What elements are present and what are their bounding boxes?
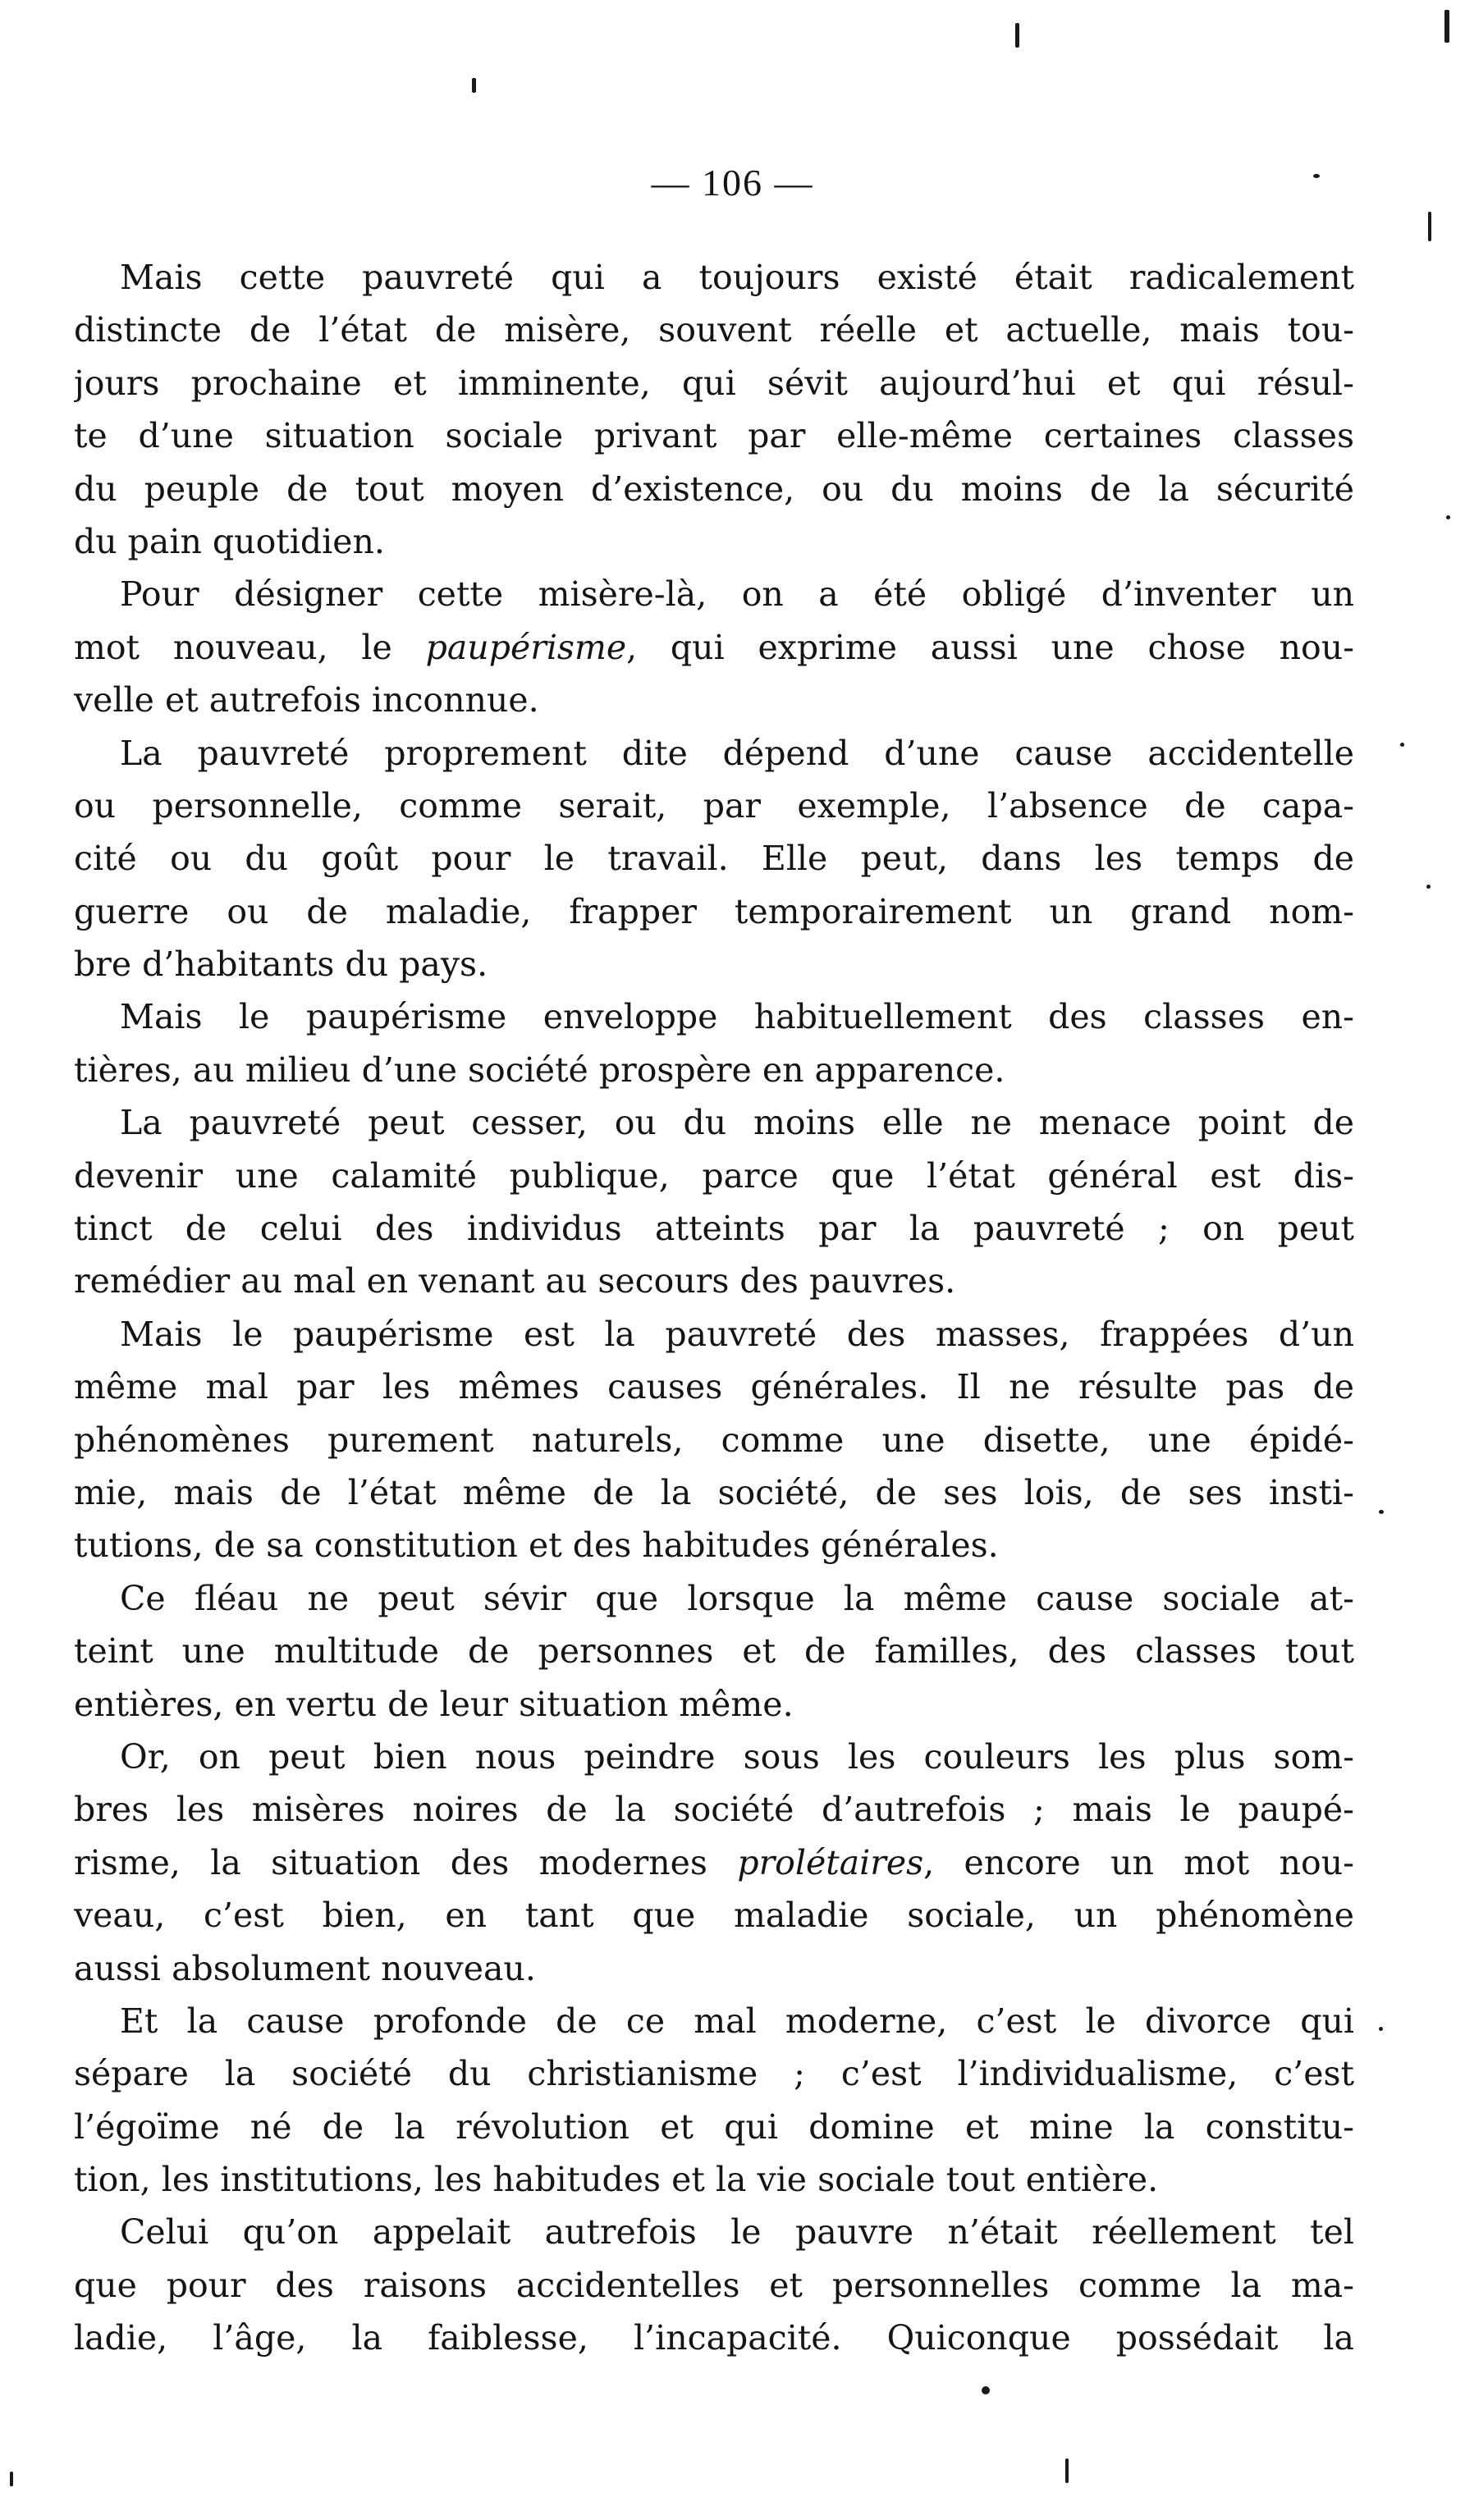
text-line: Mais cette pauvreté qui a toujours existé était radicalement (120, 258, 1354, 297)
paragraph (74, 2206, 1354, 2364)
scan-speck (1446, 515, 1450, 519)
paragraph (74, 1572, 1354, 1731)
text-line: tinct de celui des individus atteints par la pauvreté ; on peut (74, 1209, 1354, 1249)
paragraph (74, 727, 1354, 991)
paragraph (74, 1731, 1354, 1995)
text-line: tières, au milieu d’une société prospère en apparence. (74, 1050, 1005, 1090)
text-line: entières, en vertu de leur situation même. (74, 1684, 794, 1724)
text-line: sépare la société du christianisme ; c’est l’individualisme, c’est (74, 2054, 1354, 2094)
text-line: teint une multitude de personnes et de familles, des classes tout (74, 1631, 1354, 1672)
text-line: veau, c’est bien, en tant que maladie sociale, un phénomène (74, 1896, 1354, 1936)
text-line: ladie, l’âge, la faiblesse, l’incapacité. Quiconque possédait la (74, 2318, 1354, 2358)
paragraph (74, 1308, 1354, 1572)
scan-speck (1428, 212, 1431, 241)
text-line: Ce fléau ne peut sévir que lorsque la même cause sociale at- (120, 1578, 1354, 1618)
text-line: cité ou du goût pour le travail. Elle peut, dans les temps de (74, 839, 1354, 879)
text-line: bres les misères noires de la société d’autrefois ; mais le paupé- (74, 1790, 1354, 1830)
scan-speck (1379, 1510, 1384, 1514)
text-line: devenir une calamité publique, parce que l’état général est dis- (74, 1155, 1354, 1196)
text-line: Celui qu’on appelait autrefois le pauvre n’était réellement tel (120, 2212, 1354, 2252)
text-line: l’égoïme né de la révolution et qui domine et mine la constitu- (74, 2106, 1354, 2147)
scan-speck (10, 2472, 13, 2486)
scan-speck (1065, 2458, 1069, 2483)
text-line: La pauvreté proprement dite dépend d’une cause accidentelle (120, 733, 1354, 773)
scan-speck (1015, 23, 1019, 48)
text-line: du pain quotidien. (74, 521, 385, 561)
text-line: risme, la situation des modernes prolétaires, encore un mot nou- (74, 1842, 1354, 1882)
body-text (74, 251, 1354, 2365)
text-line: aussi absolument nouveau. (74, 1948, 536, 1988)
paragraph (74, 1096, 1354, 1308)
text-line: Or, on peut bien nous peindre sous les couleurs les plus som- (120, 1736, 1354, 1777)
text-line: te d’une situation sociale privant par elle-même certaines classes (74, 416, 1354, 456)
text-line: La pauvreté peut cesser, ou du moins elle ne menace point de (120, 1103, 1354, 1143)
text-line: même mal par les mêmes causes générales. Il ne résulte pas de (74, 1367, 1354, 1407)
text-line: Pour désigner cette misère-là, on a été obligé d’inventer un (120, 574, 1354, 615)
text-line: guerre ou de maladie, frapper temporairement un grand nom- (74, 891, 1354, 931)
scan-speck (1444, 10, 1449, 43)
text-line: distincte de l’état de misère, souvent réelle et actuelle, mais tou- (74, 310, 1354, 350)
page-number: — 106 — (651, 162, 814, 204)
text-line: bre d’habitants du pays. (74, 944, 488, 985)
paragraph (74, 568, 1354, 726)
text-line: phénomènes purement naturels, comme une disette, une épidé- (74, 1420, 1354, 1460)
text-line: Et la cause profonde de ce mal moderne, c’est le divorce qui (120, 2001, 1354, 2041)
text-line: mot nouveau, le paupérisme, qui exprime aussi une chose nou- (74, 627, 1354, 667)
scan-speck (1379, 2027, 1383, 2031)
text-line: remédier au mal en venant au secours des pauvres. (74, 1261, 956, 1301)
text-line: tutions, de sa constitution et des habitudes générales. (74, 1525, 999, 1566)
text-line: ou personnelle, comme serait, par exemple, l’absence de capa- (74, 785, 1354, 826)
text-line: mie, mais de l’état même de la société, de ses lois, de ses insti- (74, 1472, 1354, 1512)
paragraph (74, 1995, 1354, 2207)
paragraph (74, 990, 1354, 1096)
text-line: que pour des raisons accidentelles et personnelles comme la ma- (74, 2265, 1354, 2305)
scan-speck (982, 2386, 990, 2394)
scan-speck (1426, 885, 1431, 889)
text-line: Mais le paupérisme enveloppe habituellement des classes en- (120, 997, 1354, 1037)
paragraph (74, 251, 1354, 568)
text-line: du peuple de tout moyen d’existence, ou du moins de la sécurité (74, 469, 1354, 509)
text-line: tion, les institutions, les habitudes et la vie sociale tout entière. (74, 2160, 1159, 2200)
text-line: jours prochaine et imminente, qui sévit aujourd’hui et qui résul- (74, 363, 1354, 403)
scan-speck (472, 78, 476, 93)
text-line: velle et autrefois inconnue. (74, 680, 539, 720)
scan-speck (1400, 743, 1404, 747)
text-line: Mais le paupérisme est la pauvreté des masses, frappées d’un (120, 1314, 1354, 1354)
scan-speck (1313, 174, 1320, 178)
